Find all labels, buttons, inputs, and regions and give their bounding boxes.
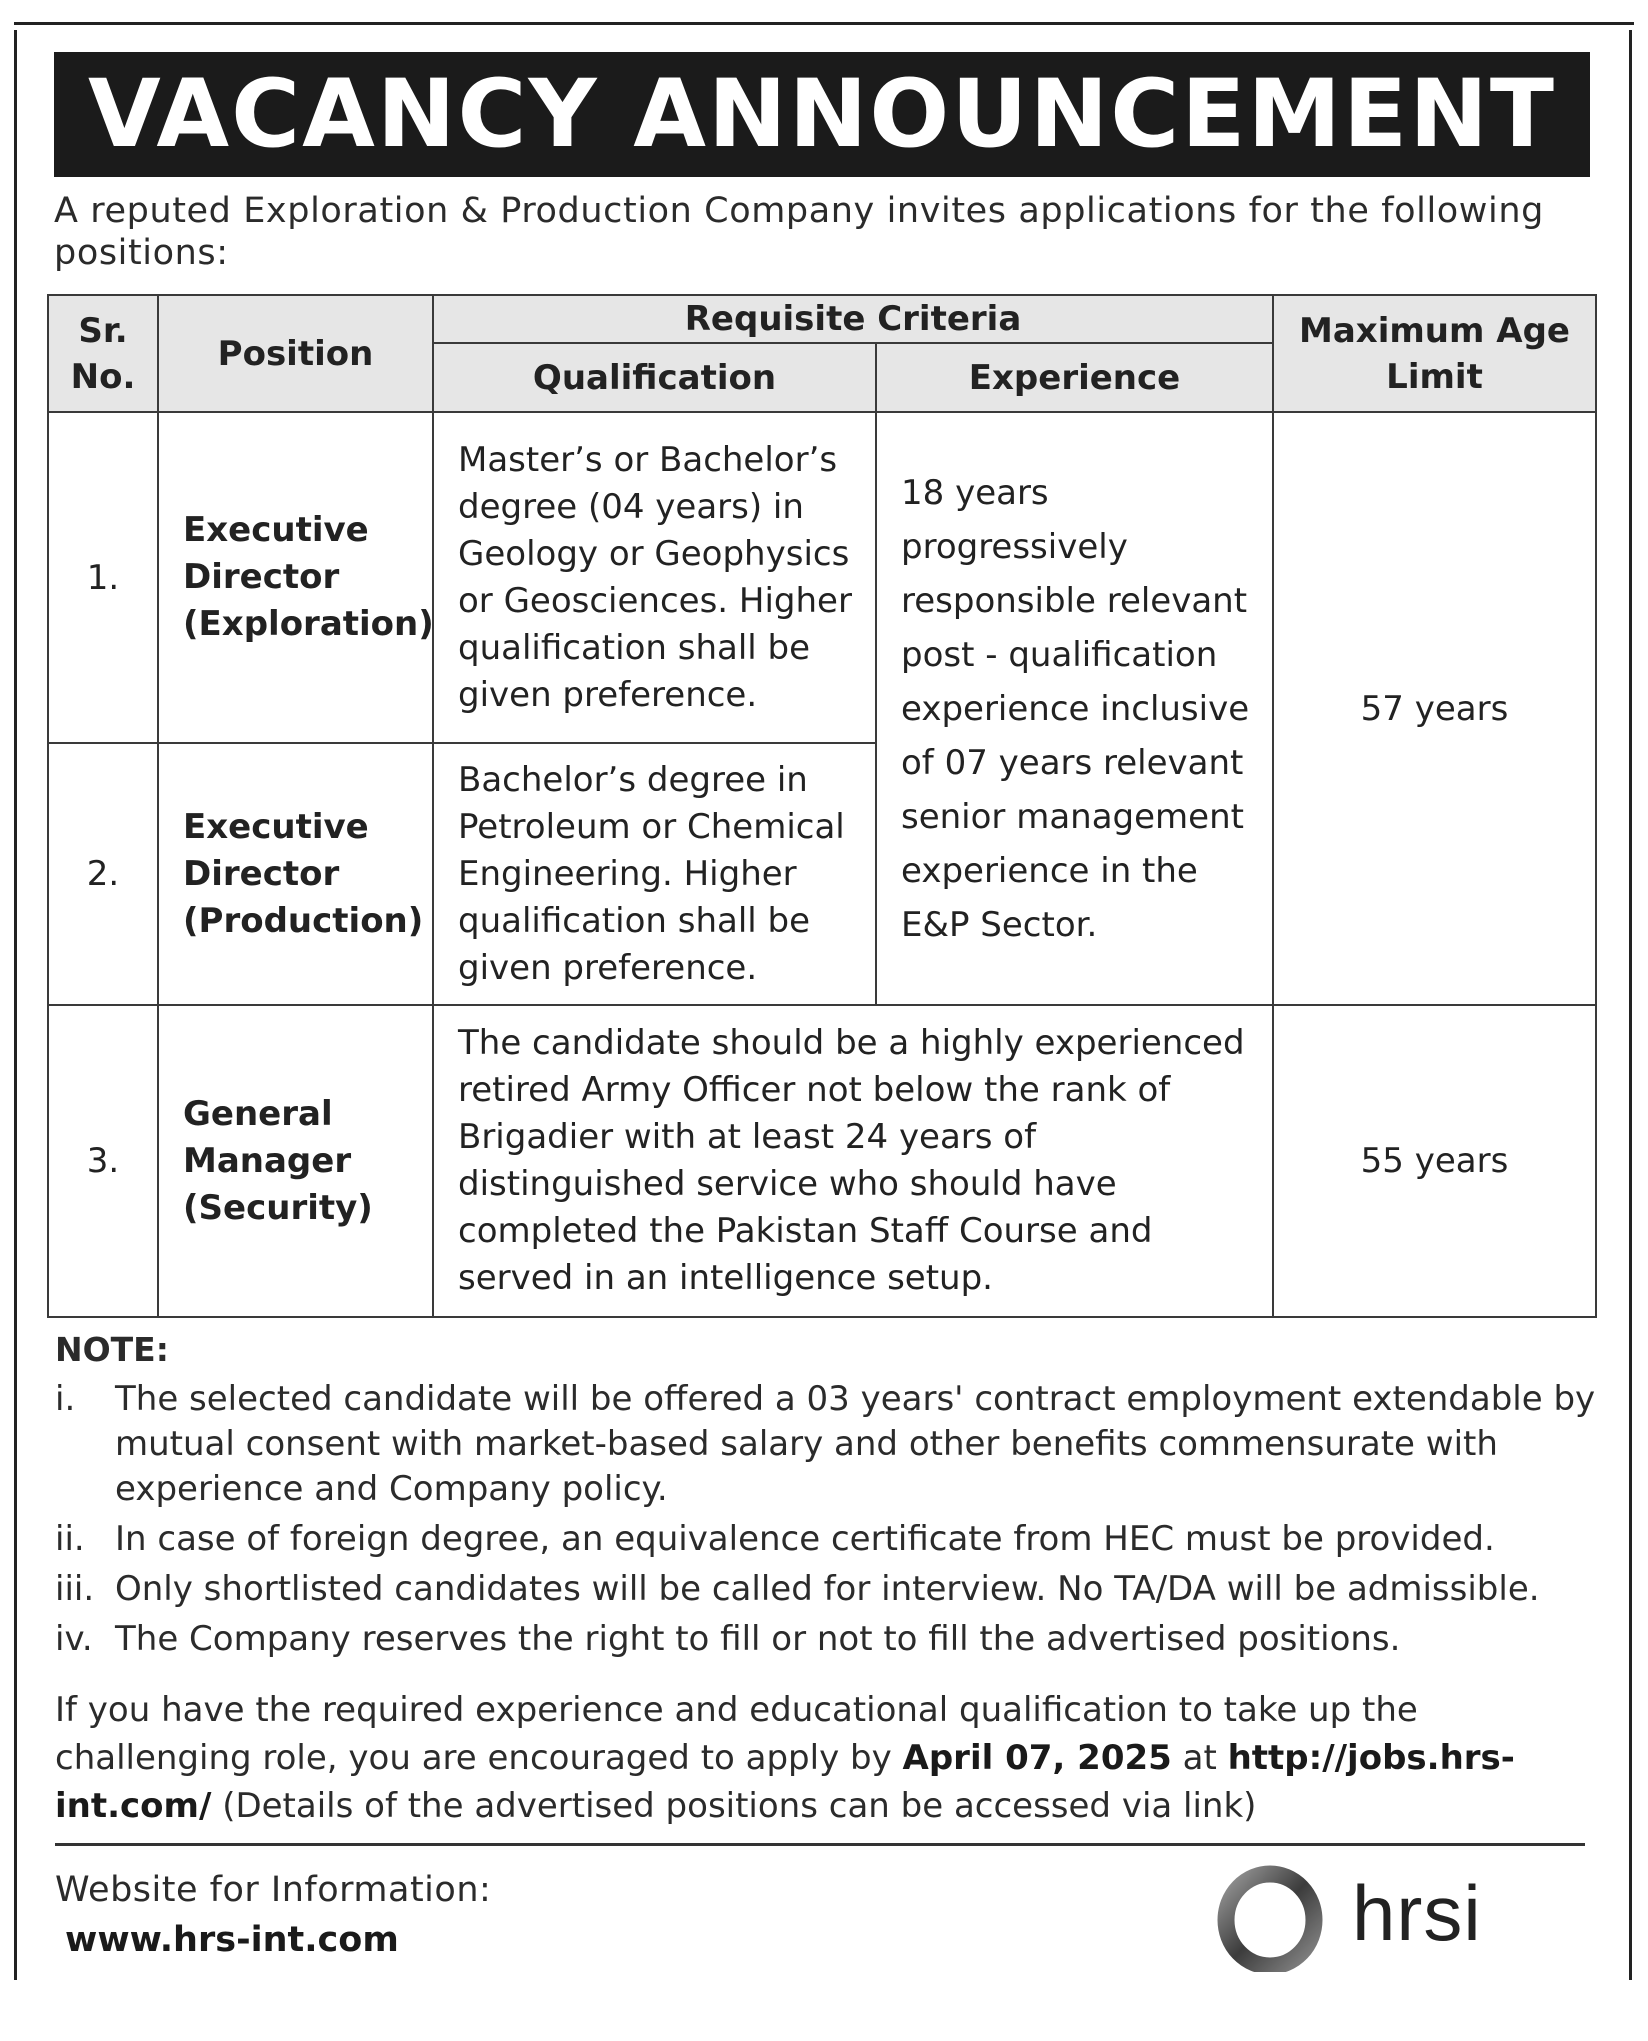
list-item (55, 1377, 1615, 1512)
row-qualification: Master’s or Bachelor’s degree (04 years) in Geology or Geophysics or Geosciences. Higher qualification shall be given preference. (433, 412, 876, 743)
list-item (55, 1567, 1615, 1612)
note-text: In case of foreign degree, an equivalence certificate from HEC must be provided. (115, 1519, 1495, 1559)
header-requisite-criteria: Requisite Criteria (433, 295, 1273, 343)
logo-text: hrsi (1352, 1869, 1482, 1957)
website-link[interactable]: www.hrs-int.com (65, 1920, 399, 1960)
table-row (48, 412, 1596, 743)
intro-text: A reputed Exploration & Production Company invites applications for the following positions: (54, 191, 1544, 273)
apply-deadline: April 07, 2025 (902, 1738, 1172, 1778)
header-experience: Experience (876, 343, 1273, 412)
row-position: General Manager (Security) (158, 1005, 433, 1317)
row-sr: 2. (48, 743, 158, 1005)
header-sr-no: Sr. No. (48, 295, 158, 412)
apply-link[interactable]: http://jobs.hrs-int.com/ (55, 1738, 1515, 1826)
page-title: VACANCY ANNOUNCEMENT (54, 52, 1590, 177)
website-label: Website for Information: (55, 1870, 492, 1910)
vacancy-table (47, 294, 1597, 1318)
note-number: ii. (55, 1519, 85, 1559)
row-sr: 1. (48, 412, 158, 743)
header-qualification: Qualification (433, 343, 876, 412)
row-position: Executive Director (Exploration) (158, 412, 433, 743)
row-age-limit: 55 years (1273, 1005, 1596, 1317)
header-max-age: Maximum Age Limit (1273, 295, 1596, 412)
note-text: The selected candidate will be offered a 03 years' contract employment extendable by mutual consent with market-based salary and other benefits commensurate with experience and Company policy. (115, 1379, 1596, 1509)
note-text: The Company reserves the right to fill or not to fill the advertised positions. (115, 1619, 1401, 1659)
row-sr: 3. (48, 1005, 158, 1317)
list-item (55, 1617, 1615, 1662)
note-number: i. (55, 1379, 76, 1419)
note-number: iv. (55, 1619, 93, 1659)
note-heading: NOTE: (55, 1330, 169, 1369)
row-position: Executive Director (Production) (158, 743, 433, 1005)
note-text: Only shortlisted candidates will be called for interview. No TA/DA will be admissible. (115, 1569, 1540, 1609)
list-item (55, 1517, 1615, 1562)
apply-text-start: If you have the required experience and educational qualification to take up the challenging role, you are encouraged to apply by (55, 1690, 1418, 1778)
row-qualification: The candidate should be a highly experienced retired Army Officer not below the rank of Brigadier with at least 24 years of distinguished service who should have completed the Pakistan Staff Course and served in an intelligence setup. (433, 1005, 1273, 1317)
row-qualification: Bachelor’s degree in Petroleum or Chemical Engineering. Higher qualification shall be given preference. (433, 743, 876, 1005)
footer-divider (55, 1843, 1585, 1846)
note-number: iii. (55, 1569, 95, 1609)
table-row (48, 1005, 1596, 1317)
apply-paragraph (55, 1686, 1615, 1830)
shared-experience: 18 years progressively responsible relevant post - qualification experience inclusive of 07 years relevant senior management experience in the E&P Sector. (876, 412, 1273, 1005)
note-list (55, 1377, 1615, 1667)
top-rule (14, 22, 1634, 25)
header-position: Position (158, 295, 433, 412)
apply-text-end: (Details of the advertised positions can be accessed via link) (211, 1786, 1257, 1826)
apply-text-middle: at (1171, 1738, 1228, 1778)
shared-age-limit: 57 years (1273, 412, 1596, 1005)
